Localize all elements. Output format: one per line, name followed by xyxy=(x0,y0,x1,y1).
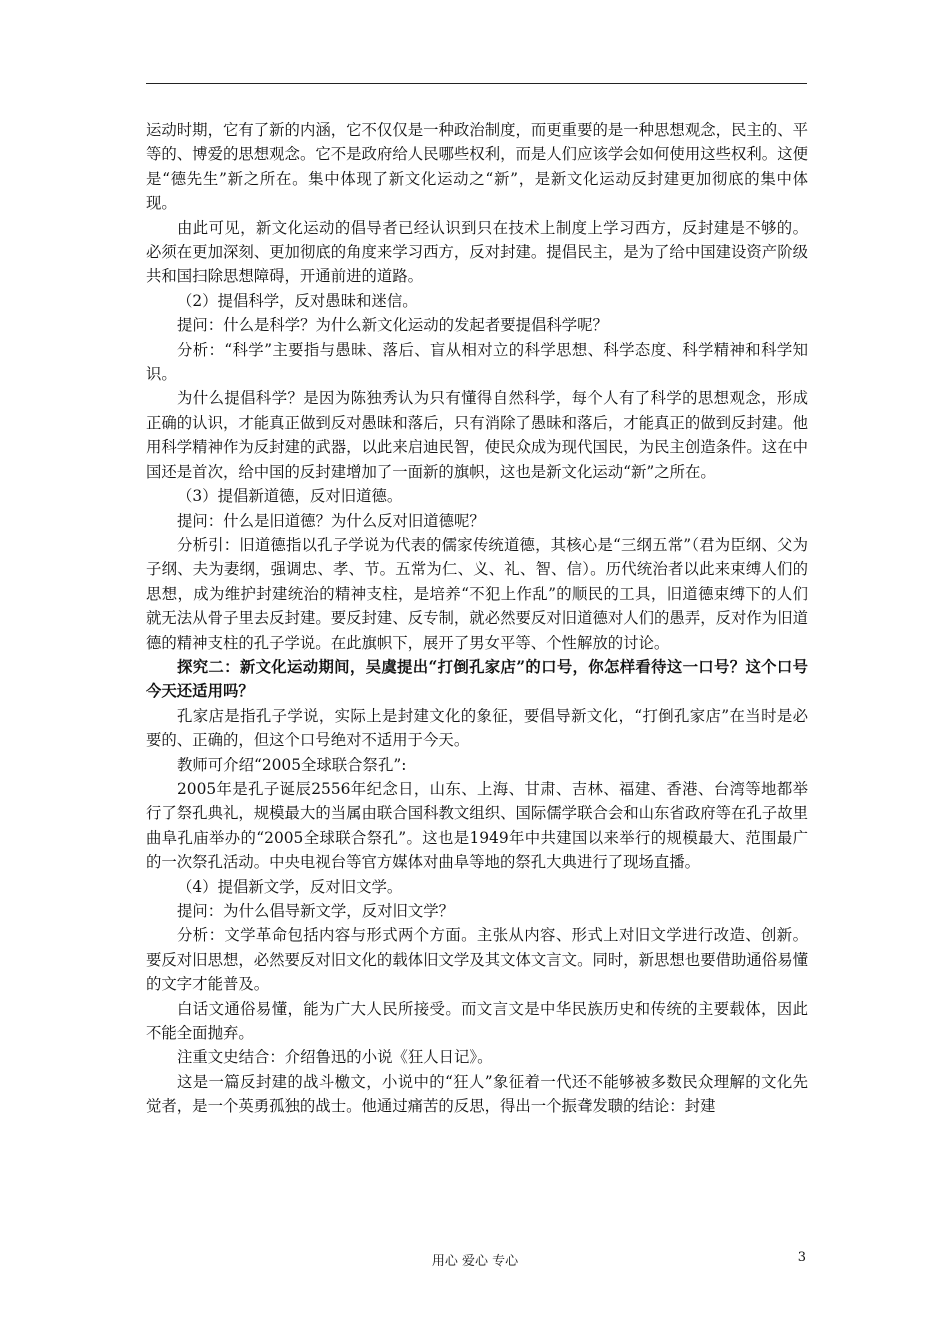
body-paragraph: 2005年是孔子诞辰2556年纪念日，山东、上海、甘肃、吉林、福建、香港、台湾等地都举行了祭孔典礼，规模最大的当属由联合国科教文组织、国际儒学联合会和山东省政府等在孔子故里曲阜孔庙举办的“2005全球联合祭孔”。这也是1949年中共建国以来举行的规模最大、范围最广的一次祭孔活动。中央电视台等官方媒体对曲阜等地的祭孔大典进行了现场直播。 xyxy=(146,779,808,872)
section-heading: 探究二：新文化运动期间，吴虞提出“打倒孔家店”的口号，你怎样看待这一口号？这个口号今天还适用吗？ xyxy=(146,657,808,701)
body-paragraph: （2）提倡科学，反对愚昧和迷信。 xyxy=(177,291,418,310)
body-paragraph: 提问：什么是科学？为什么新文化运动的发起者要提倡科学呢？ xyxy=(177,316,608,335)
body-paragraph: 这是一篇反封建的战斗檄文，小说中的“狂人”象征着一代还不能够被多数民众理解的文化先觉者，是一个英勇孤独的战士。他通过痛苦的反思，得出一个振聋发聩的结论：封建 xyxy=(146,1072,808,1116)
body-paragraph: 提问：为什么倡导新文学，反对旧文学？ xyxy=(177,902,455,920)
body-paragraph: 注重文史结合：介绍鲁迅的小说《狂人日记》。 xyxy=(177,1048,493,1067)
body-paragraph: 提问：什么是旧道德？为什么反对旧道德呢？ xyxy=(177,511,485,530)
body-paragraph: 孔家店是指孔子学说，实际上是封建文化的象征，要倡导新文化，“打倒孔家店”在当时是必要的、正确的，但这个口号绝对不适用于今天。 xyxy=(146,706,808,750)
body-paragraph: 教师可介绍“2005全球联合祭孔”: xyxy=(177,755,407,774)
body-paragraph: 分析：文学革命包括内容与形式两个方面。主张从内容、形式上对旧文学进行改造、创新。要反对旧思想，必然要反对旧文化的载体旧文学及其文体文言文。同时，新思想也要借助通俗易懂的文字才能普及。 xyxy=(146,926,808,994)
body-paragraph: 运动时期，它有了新的内涵，它不仅仅是一种政治制度，而更重要的是一种思想观念，民主的、平等的、博爱的思想观念。它不是政府给人民哪些权利，而是人们应该学会如何使用这些权利。这便是“德先生”新之所在。集中体现了新文化运动之“新”，是新文化运动反封建更加彻底的集中体现。 xyxy=(146,121,808,213)
body-paragraph: 白话文通俗易懂，能为广大人民所接受。而文言文是中华民族历史和传统的主要载体，因此不能全面抛弃。 xyxy=(146,999,808,1043)
page-number: 3 xyxy=(797,1250,806,1265)
body-paragraph: （3）提倡新道德，反对旧道德。 xyxy=(177,487,403,506)
body-paragraph: （4）提倡新文学，反对旧文学。 xyxy=(177,877,403,896)
body-paragraph: 由此可见，新文化运动的倡导者已经认识到只在技术上制度上学习西方，反封建是不够的。必须在更加深刻、更加彻底的角度来学习西方，反对封建。提倡民主，是为了给中国建设资产阶级共和国扫除思想障碍，开通前进的道路。 xyxy=(146,218,808,286)
body-paragraph: 为什么提倡科学？是因为陈独秀认为只有懂得自然科学，每个人有了科学的思想观念，形成正确的认识，才能真正做到反对愚昧和落后，只有消除了愚昧和落后，才能真正的做到反封建。他用科学精神作为反封建的武器，以此来启迪民智，使民众成为现代国民，为民主创造条件。这在中国还是首次，给中国的反封建增加了一面新的旗帜，这也是新文化运动“新”之所在。 xyxy=(146,389,808,481)
footer-slogan: 用心 爱心 专心 xyxy=(431,1254,519,1269)
document-body xyxy=(146,118,808,1119)
body-paragraph: 分析：“科学”主要指与愚昧、落后、盲从相对立的科学思想、科学态度、科学精神和科学知识。 xyxy=(146,340,808,384)
body-paragraph: 分析引：旧道德指以孔子学说为代表的儒家传统道德，其核心是“三纲五常”（君为臣纲、父为子纲、夫为妻纲，强调忠、孝、节。五常为仁、义、礼、智、信）。历代统治者以此来束缚人们的思想，成为维护封建统治的精神支柱，是培养“不犯上作乱”的顺民的工具，旧道德束缚下的人们就无法从骨子里去反封建。要反封建、反专制，就必然要反对旧道德对人们的愚弄，反对作为旧道德的精神支柱的孔子学说。在此旗帜下，展开了男女平等、个性解放的讨论。 xyxy=(146,535,808,652)
header-rule xyxy=(146,83,807,84)
